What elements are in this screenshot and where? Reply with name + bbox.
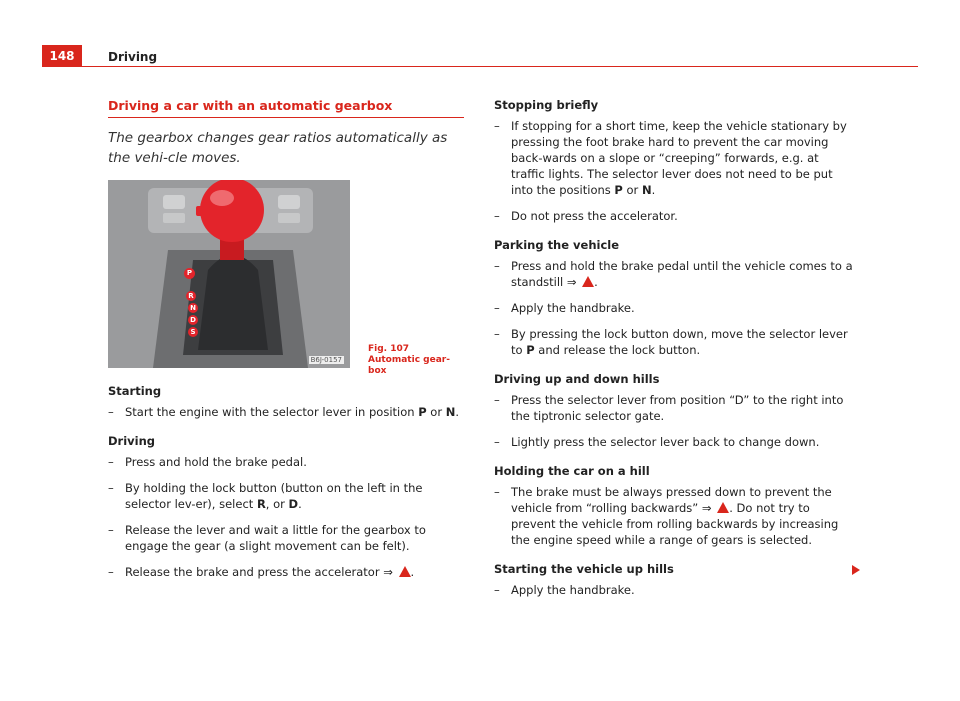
gear-s-marker: S — [188, 327, 198, 337]
list-item: – Apply the handbrake. — [494, 583, 635, 597]
gear-r-marker: R — [186, 291, 196, 301]
list-item: – Release the brake and press the accelerator ⇒ . — [108, 565, 415, 579]
warning-icon[interactable] — [399, 566, 411, 577]
list-item: – By pressing the lock button down, move the selector lever to P and release the lock button. — [494, 327, 848, 357]
figure-code: B6J-0157 — [310, 356, 342, 364]
list-item: – Release the lever and wait a little for the gearbox to engage the gear (a slight movement can be felt). — [108, 523, 426, 553]
gear-n-marker: N — [188, 303, 198, 313]
starting-heading: Starting — [108, 384, 162, 398]
intro-text: The gearbox changes gear ratios automatically as the vehi-cle moves. — [108, 130, 448, 166]
holding-heading: Holding the car on a hill — [494, 464, 650, 478]
article-title: Driving a car with an automatic gearbox — [108, 98, 464, 118]
uphill-heading: Starting the vehicle up hills — [494, 562, 674, 576]
list-item: – The brake must be always pressed down to prevent the vehicle from “rolling backwards” ⇒ . Do not try to prevent the vehicle from rolling backwards by increasing the engine speed while a range of gears is selected. — [494, 485, 839, 547]
page-number: 148 — [42, 45, 82, 67]
left-column — [108, 98, 464, 580]
list-item: – Start the engine with the selector lever in position P or N. — [108, 405, 460, 419]
warning-icon[interactable] — [582, 276, 594, 287]
section-title: Driving — [108, 50, 158, 64]
driving-heading: Driving — [108, 434, 156, 448]
continue-arrow-icon — [852, 565, 860, 575]
list-item: – Do not press the accelerator. — [494, 209, 678, 223]
gear-p-marker: P — [184, 268, 195, 279]
right-column — [494, 98, 856, 598]
list-item: – Lightly press the selector lever back to change down. — [494, 435, 820, 449]
figure-caption: Fig. 107 Automatic gear-box — [368, 344, 450, 376]
stopping-heading: Stopping briefly — [494, 98, 599, 112]
list-item: – By holding the lock button (button on the left in the selector lev-er), select R, or D. — [108, 481, 423, 511]
list-item: – If stopping for a short time, keep the vehicle stationary by pressing the foot brake hard to prevent the car moving back-wards on a slope or “creeping” forwards, e.g. at traffic lights. The selector lever does not need to be put into the positions P or N. — [494, 119, 847, 197]
list-item: – Press the selector lever from position “D” to the right into the tiptronic selector gate. — [494, 393, 844, 423]
gear-d-marker: D — [188, 315, 198, 325]
list-item: – Apply the handbrake. — [494, 301, 635, 315]
warning-icon[interactable] — [717, 502, 729, 513]
header-rule — [82, 66, 918, 67]
hills-heading: Driving up and down hills — [494, 372, 660, 386]
list-item: – Press and hold the brake pedal. — [108, 455, 307, 469]
gear-lever-illustration — [108, 180, 350, 368]
list-item: – Press and hold the brake pedal until the vehicle comes to a standstill ⇒ . — [494, 259, 853, 289]
gear-lever-image — [108, 180, 350, 368]
parking-heading: Parking the vehicle — [494, 238, 620, 252]
figure-107 — [108, 180, 464, 376]
